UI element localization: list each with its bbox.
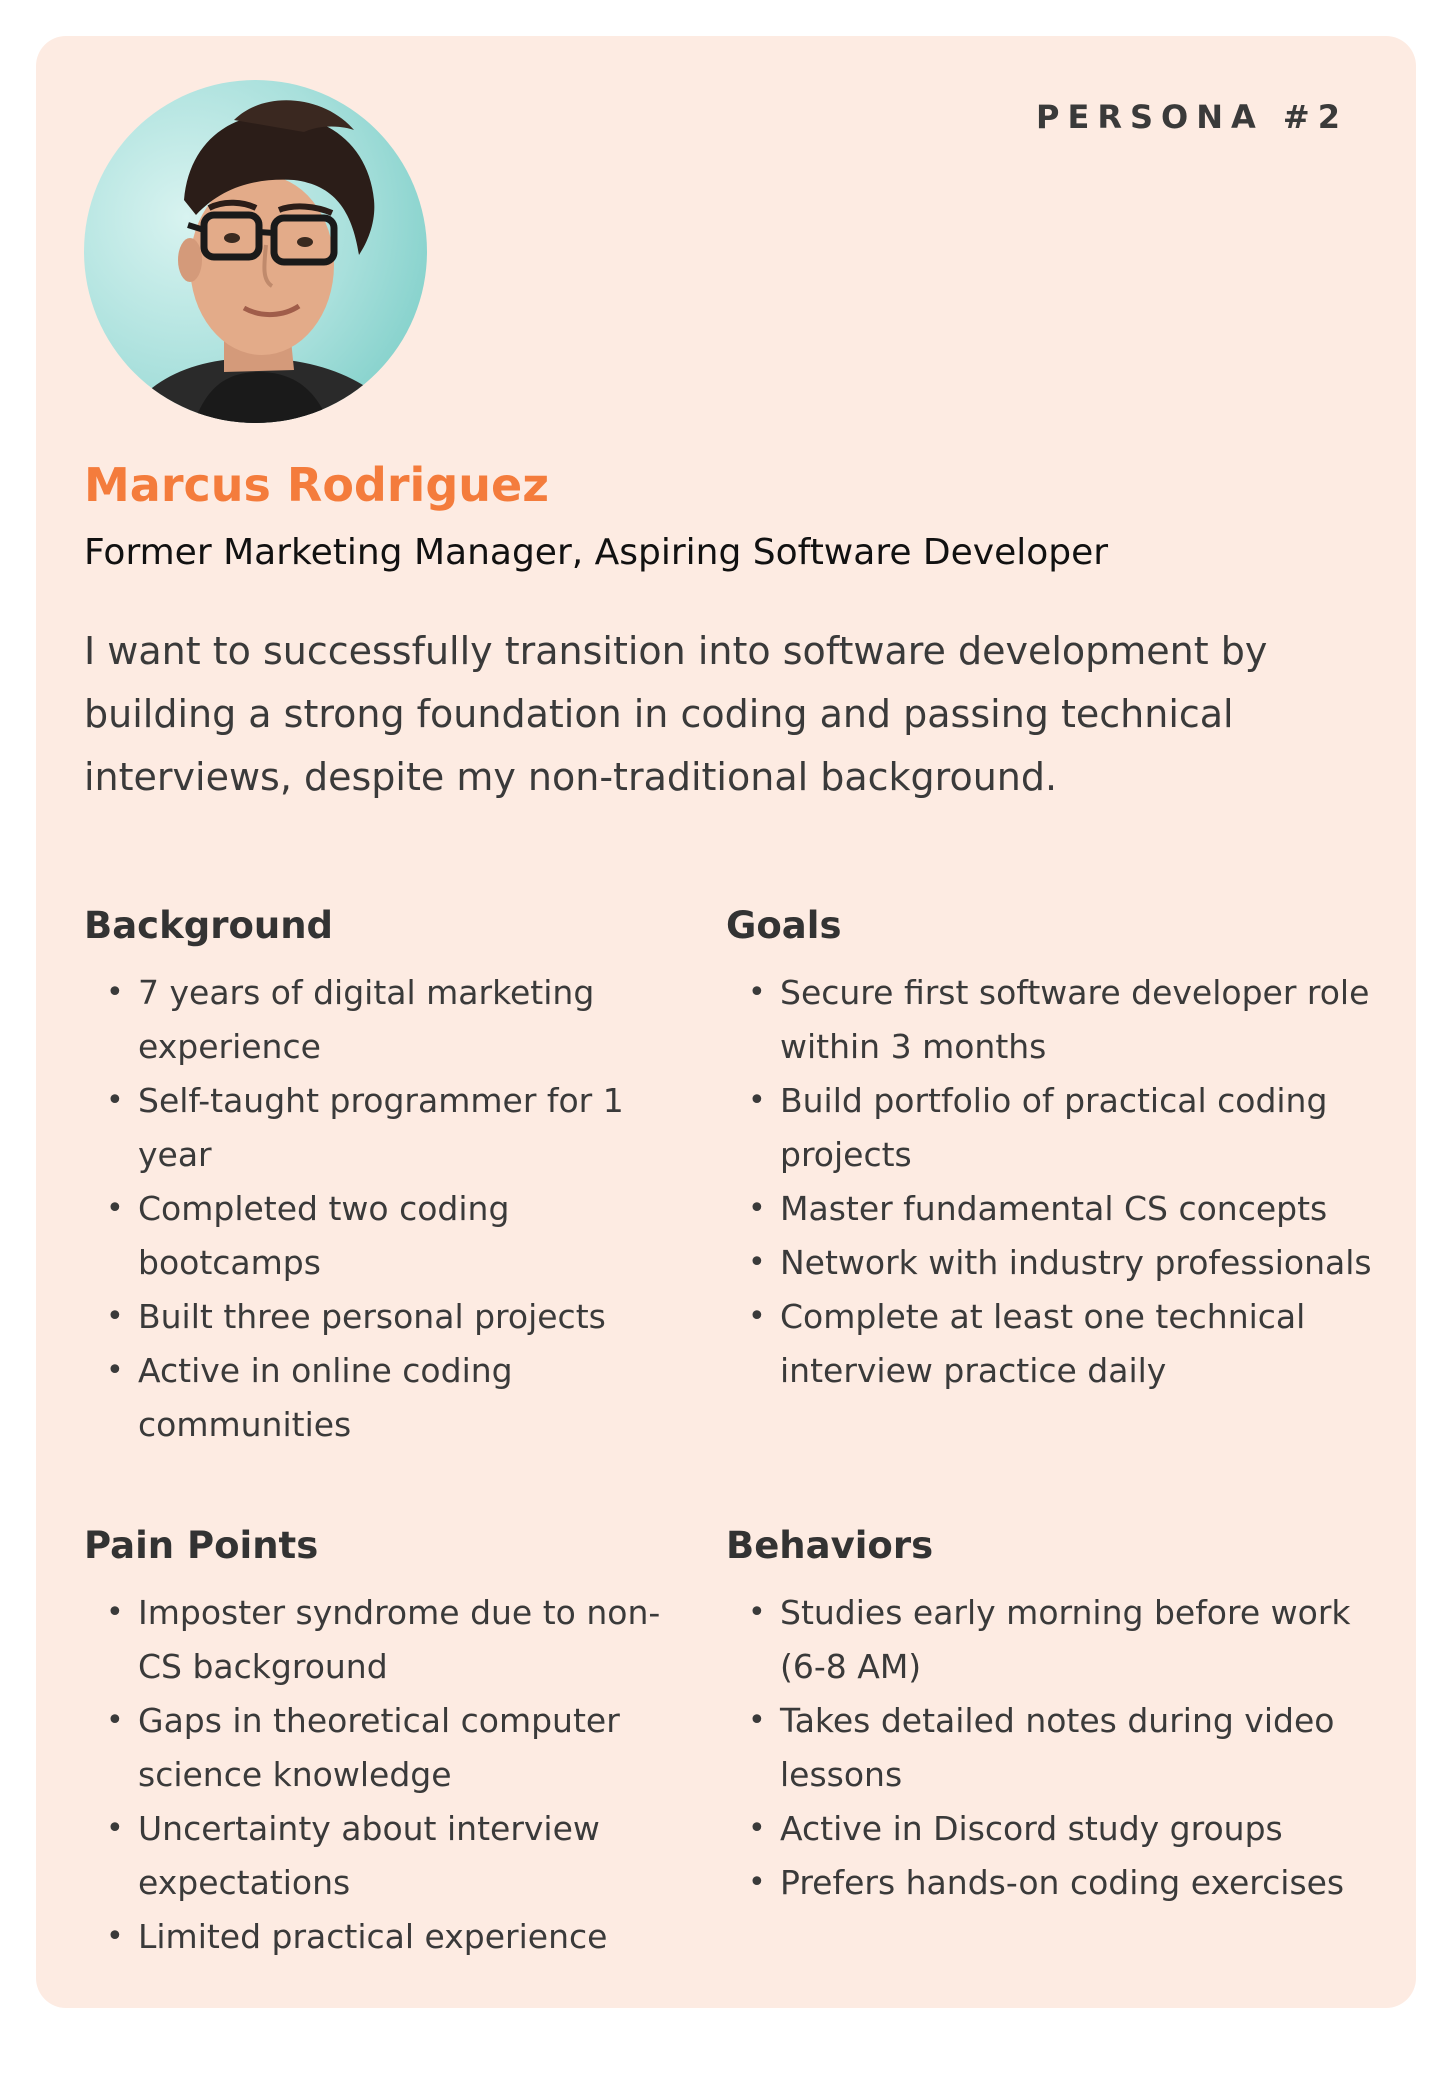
avatar — [84, 80, 427, 423]
bullet-icon: • — [106, 1353, 124, 1388]
pain-points-list — [84, 1586, 684, 1964]
bullet-icon: • — [748, 1299, 766, 1334]
persona-quote: I want to successfully transition into software development by building a strong foundation in coding and passing technical interviews, despite my non-traditional background. — [84, 629, 1268, 799]
list-item: • Prefers hands-on coding exercises — [726, 1856, 1376, 1910]
list-item: • Secure first software developer role within 3 months — [726, 966, 1376, 1074]
bullet-icon: • — [748, 1083, 766, 1118]
bullet-icon: • — [748, 1703, 766, 1738]
persona-name: Marcus Rodriguez — [84, 458, 549, 512]
section-title: Behaviors — [726, 1524, 934, 1567]
bullet-icon: • — [748, 1191, 766, 1226]
background-list — [84, 966, 684, 1452]
list-item: • Uncertainty about interview expectations — [84, 1802, 684, 1910]
background-section — [84, 898, 684, 1452]
goals-list — [726, 966, 1376, 1398]
section-title: Pain Points — [84, 1524, 319, 1567]
bullet-icon: • — [106, 1083, 124, 1118]
behaviors-list — [726, 1586, 1376, 1910]
persona-number: PERSONA #2 — [1036, 98, 1348, 136]
list-item: • Complete at least one technical interview practice daily — [726, 1290, 1376, 1398]
list-item: • Studies early morning before work (6-8 AM) — [726, 1586, 1376, 1694]
bullet-icon: • — [106, 1919, 124, 1954]
behaviors-section — [726, 1518, 1376, 1910]
list-item: • Active in online coding communities — [84, 1344, 684, 1452]
pain-points-section — [84, 1518, 684, 1964]
bullet-icon: • — [106, 1595, 124, 1630]
list-item: • Takes detailed notes during video lessons — [726, 1694, 1376, 1802]
list-item: • Active in Discord study groups — [726, 1802, 1376, 1856]
bullet-icon: • — [748, 1811, 766, 1846]
bullet-icon: • — [748, 975, 766, 1010]
goals-section — [726, 898, 1376, 1398]
section-title: Goals — [726, 904, 842, 947]
list-item: • Build portfolio of practical coding projects — [726, 1074, 1376, 1182]
bullet-icon: • — [106, 1299, 124, 1334]
list-item: • Gaps in theoretical computer science knowledge — [84, 1694, 684, 1802]
section-title: Background — [84, 904, 334, 947]
bullet-icon: • — [106, 1703, 124, 1738]
bullet-icon: • — [106, 1191, 124, 1226]
bullet-icon: • — [106, 1811, 124, 1846]
list-item: • Imposter syndrome due to non-CS background — [84, 1586, 684, 1694]
list-item: • Built three personal projects — [84, 1290, 684, 1344]
avatar-photo — [84, 80, 427, 423]
list-item: • 7 years of digital marketing experience — [84, 966, 684, 1074]
persona-card — [36, 36, 1416, 2008]
bullet-icon: • — [748, 1245, 766, 1280]
bullet-icon: • — [748, 1865, 766, 1900]
list-item: • Master fundamental CS concepts — [726, 1182, 1376, 1236]
bullet-icon: • — [106, 975, 124, 1010]
bullet-icon: • — [748, 1595, 766, 1630]
list-item: • Network with industry professionals — [726, 1236, 1376, 1290]
list-item: • Self-taught programmer for 1 year — [84, 1074, 684, 1182]
list-item: • Completed two coding bootcamps — [84, 1182, 684, 1290]
list-item: • Limited practical experience — [84, 1910, 684, 1964]
persona-role: Former Marketing Manager, Aspiring Software Developer — [84, 532, 1109, 573]
